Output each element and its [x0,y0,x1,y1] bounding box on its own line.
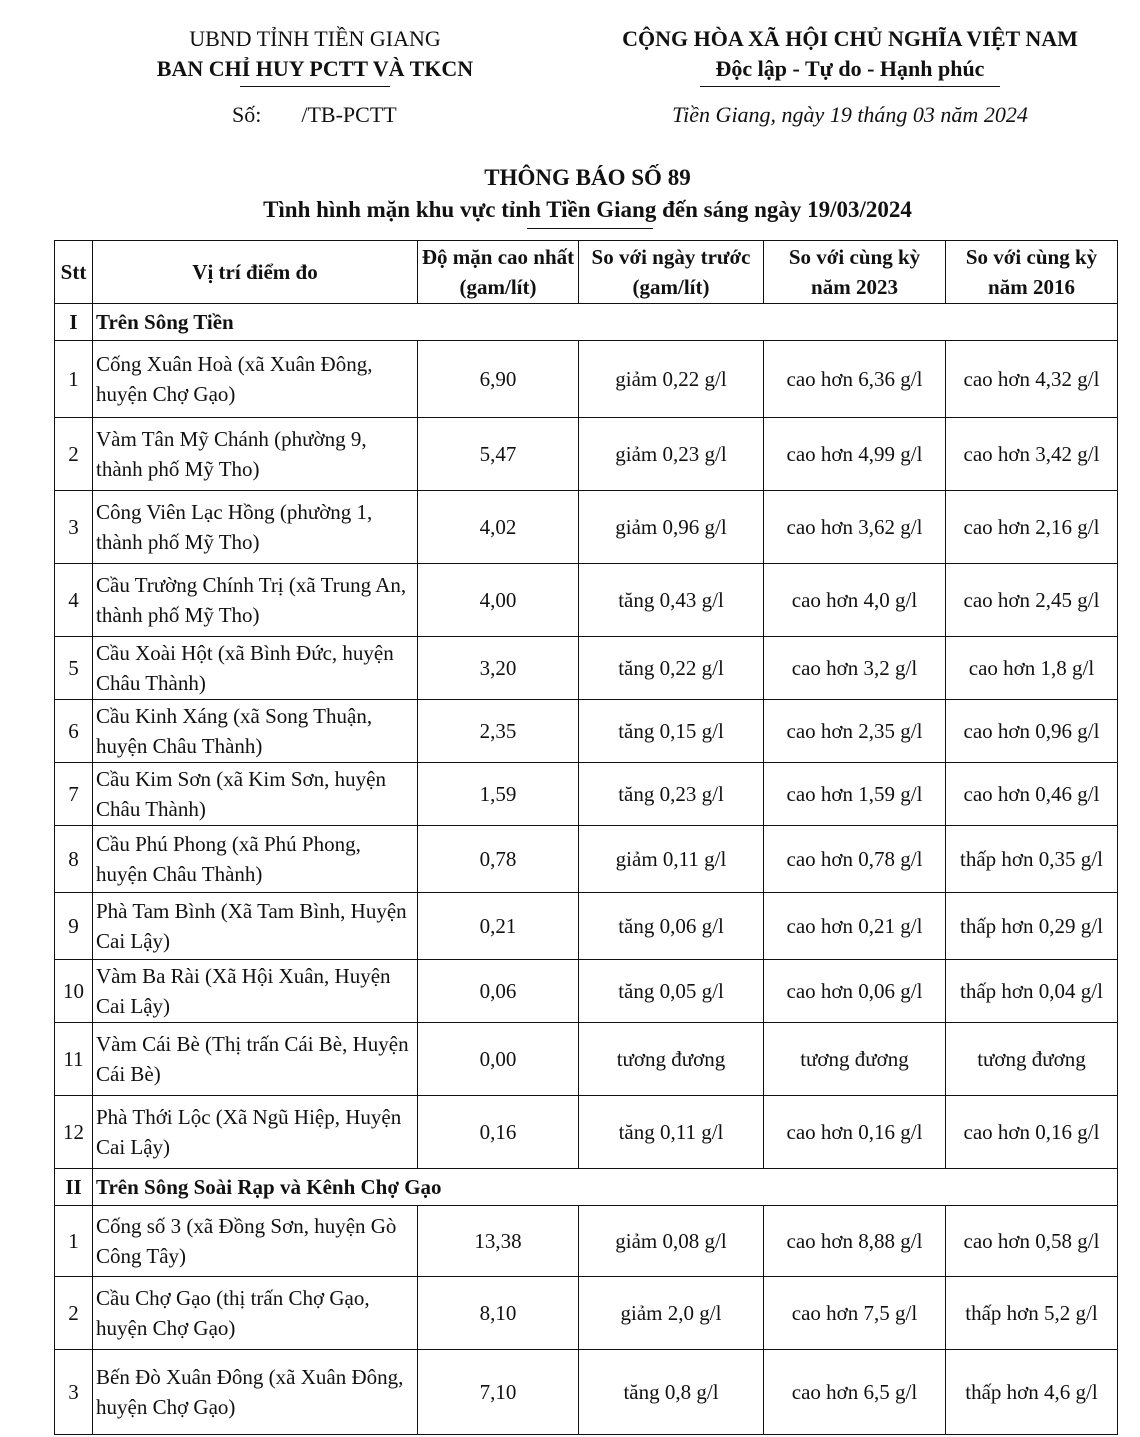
row-vs-2016: cao hơn 1,8 g/l [946,637,1118,700]
row-vs-2016: cao hơn 0,96 g/l [946,700,1118,763]
row-location: Phà Tam Bình (Xã Tam Bình, Huyện Cai Lậy) [93,893,418,960]
row-location: Cầu Kinh Xáng (xã Song Thuận, huyện Châu Thành) [93,700,418,763]
row-vs-2016: cao hơn 2,16 g/l [946,491,1118,564]
row-vs-prev-day: tương đương [579,1023,764,1096]
number-label: Số: [232,102,262,127]
row-vs-2023: cao hơn 0,06 g/l [764,960,946,1023]
table-row [55,1206,1118,1277]
row-vs-prev-day: tăng 0,11 g/l [579,1096,764,1169]
place-date: Tiền Giang, ngày 19 tháng 03 năm 2024 [672,102,1028,127]
title-underline [527,228,653,229]
row-location: Cống số 3 (xã Đồng Sơn, huyện Gò Công Tây) [93,1206,418,1277]
row-vs-2023: cao hơn 1,59 g/l [764,763,946,826]
row-stt: 7 [55,763,93,826]
table-row [55,564,1118,637]
national-motto [580,24,1120,87]
row-max-salinity: 1,59 [418,763,579,826]
row-vs-2023: tương đương [764,1023,946,1096]
table-header-row [55,241,1118,304]
table-row [55,700,1118,763]
section-number: I [55,304,93,341]
row-vs-2023: cao hơn 3,2 g/l [764,637,946,700]
row-vs-2016: thấp hơn 0,29 g/l [946,893,1118,960]
row-vs-prev-day: tăng 0,8 g/l [579,1350,764,1435]
row-stt: 1 [55,1206,93,1277]
row-location: Vàm Ba Rài (Xã Hội Xuân, Huyện Cai Lậy) [93,960,418,1023]
col-header-max-salinity: Độ mặn cao nhất (gam/lít) [418,241,579,304]
agency-underline [240,86,390,87]
row-location: Cầu Kim Sơn (xã Kim Sơn, huyện Châu Thành) [93,763,418,826]
agency-line2: BAN CHỈ HUY PCTT VÀ TKCN [156,56,474,81]
row-vs-2023: cao hơn 0,21 g/l [764,893,946,960]
row-stt: 2 [55,1277,93,1350]
row-vs-2016: cao hơn 0,58 g/l [946,1206,1118,1277]
row-vs-prev-day: giảm 2,0 g/l [579,1277,764,1350]
table-row [55,1350,1118,1435]
row-vs-2016: thấp hơn 0,04 g/l [946,960,1118,1023]
row-max-salinity: 5,47 [418,418,579,491]
row-vs-2023: cao hơn 6,36 g/l [764,341,946,418]
row-max-salinity: 2,35 [418,700,579,763]
table-row [55,341,1118,418]
row-location: Cầu Phú Phong (xã Phú Phong, huyện Châu Thành) [93,826,418,893]
table-row [55,418,1118,491]
row-location: Cầu Chợ Gạo (thị trấn Chợ Gạo, huyện Chợ Gạo) [93,1277,418,1350]
issuing-agency [130,24,500,87]
row-vs-prev-day: tăng 0,06 g/l [579,893,764,960]
row-stt: 4 [55,564,93,637]
row-max-salinity: 0,78 [418,826,579,893]
table-row [55,1096,1118,1169]
document-title [0,162,1140,226]
row-stt: 8 [55,826,93,893]
row-stt: 12 [55,1096,93,1169]
table-row [55,637,1118,700]
row-stt: 9 [55,893,93,960]
table-row [55,826,1118,893]
row-max-salinity: 13,38 [418,1206,579,1277]
row-stt: 1 [55,341,93,418]
row-location: Phà Thới Lộc (Xã Ngũ Hiệp, Huyện Cai Lậy) [93,1096,418,1169]
title-line2: Tình hình mặn khu vực tỉnh Tiền Giang đến sáng ngày 19/03/2024 [263,197,912,222]
row-max-salinity: 4,00 [418,564,579,637]
row-vs-2016: cao hơn 2,45 g/l [946,564,1118,637]
row-vs-2016: cao hơn 3,42 g/l [946,418,1118,491]
agency-line1: UBND TỈNH TIỀN GIANG [189,26,441,51]
table-row [55,1023,1118,1096]
row-vs-prev-day: giảm 0,23 g/l [579,418,764,491]
col-header-stt: Stt [55,241,93,304]
row-vs-prev-day: tăng 0,15 g/l [579,700,764,763]
row-max-salinity: 8,10 [418,1277,579,1350]
row-max-salinity: 3,20 [418,637,579,700]
row-stt: 11 [55,1023,93,1096]
row-vs-2016: thấp hơn 5,2 g/l [946,1277,1118,1350]
row-vs-2023: cao hơn 0,78 g/l [764,826,946,893]
section-row [55,304,1118,341]
table-row [55,763,1118,826]
row-vs-prev-day: tăng 0,22 g/l [579,637,764,700]
row-location: Cầu Xoài Hột (xã Bình Đức, huyện Châu Thành) [93,637,418,700]
col-header-vs-2016: So với cùng kỳ năm 2016 [946,241,1118,304]
row-location: Cống Xuân Hoà (xã Xuân Đông, huyện Chợ Gạo) [93,341,418,418]
row-vs-2016: tương đương [946,1023,1118,1096]
salinity-table [54,240,1118,1435]
row-location: Cầu Trường Chính Trị (xã Trung An, thành phố Mỹ Tho) [93,564,418,637]
table-row [55,1277,1118,1350]
row-stt: 3 [55,1350,93,1435]
row-vs-prev-day: giảm 0,22 g/l [579,341,764,418]
motto-underline [700,86,1000,87]
title-line1: THÔNG BÁO SỐ 89 [484,165,691,190]
row-vs-2023: cao hơn 8,88 g/l [764,1206,946,1277]
row-location: Công Viên Lạc Hồng (phường 1, thành phố Mỹ Tho) [93,491,418,564]
section-name: Trên Sông Soài Rạp và Kênh Chợ Gạo [93,1169,1118,1206]
row-vs-prev-day: giảm 0,11 g/l [579,826,764,893]
document-number [232,102,397,128]
row-vs-2016: cao hơn 0,46 g/l [946,763,1118,826]
row-location: Vàm Tân Mỹ Chánh (phường 9, thành phố Mỹ Tho) [93,418,418,491]
row-vs-prev-day: tăng 0,05 g/l [579,960,764,1023]
row-stt: 6 [55,700,93,763]
row-vs-prev-day: giảm 0,08 g/l [579,1206,764,1277]
row-max-salinity: 0,16 [418,1096,579,1169]
row-vs-2023: cao hơn 2,35 g/l [764,700,946,763]
col-header-location: Vị trí điểm đo [93,241,418,304]
col-header-vs-prev-day: So với ngày trước (gam/lít) [579,241,764,304]
table-row [55,960,1118,1023]
row-vs-2016: cao hơn 4,32 g/l [946,341,1118,418]
table-row [55,491,1118,564]
row-vs-2016: thấp hơn 4,6 g/l [946,1350,1118,1435]
row-stt: 3 [55,491,93,564]
section-name: Trên Sông Tiền [93,304,1118,341]
row-stt: 5 [55,637,93,700]
col-header-vs-2023: So với cùng kỳ năm 2023 [764,241,946,304]
row-max-salinity: 0,06 [418,960,579,1023]
row-vs-prev-day: tăng 0,43 g/l [579,564,764,637]
row-vs-prev-day: tăng 0,23 g/l [579,763,764,826]
row-vs-2023: cao hơn 7,5 g/l [764,1277,946,1350]
section-row [55,1169,1118,1206]
number-value: /TB-PCTT [301,102,397,127]
row-max-salinity: 6,90 [418,341,579,418]
row-vs-2023: cao hơn 6,5 g/l [764,1350,946,1435]
row-location: Vàm Cái Bè (Thị trấn Cái Bè, Huyện Cái Bè) [93,1023,418,1096]
row-vs-2023: cao hơn 3,62 g/l [764,491,946,564]
row-stt: 2 [55,418,93,491]
row-location: Bến Đò Xuân Đông (xã Xuân Đông, huyện Chợ Gạo) [93,1350,418,1435]
nation-line2: Độc lập - Tự do - Hạnh phúc [715,56,985,81]
row-vs-2016: thấp hơn 0,35 g/l [946,826,1118,893]
row-max-salinity: 0,00 [418,1023,579,1096]
row-vs-prev-day: giảm 0,96 g/l [579,491,764,564]
row-stt: 10 [55,960,93,1023]
row-max-salinity: 0,21 [418,893,579,960]
row-vs-2023: cao hơn 4,99 g/l [764,418,946,491]
section-number: II [55,1169,93,1206]
table-body [55,304,1118,1435]
table-row [55,893,1118,960]
row-vs-2023: cao hơn 4,0 g/l [764,564,946,637]
row-max-salinity: 7,10 [418,1350,579,1435]
row-vs-2023: cao hơn 0,16 g/l [764,1096,946,1169]
row-max-salinity: 4,02 [418,491,579,564]
row-vs-2016: cao hơn 0,16 g/l [946,1096,1118,1169]
nation-line1: CỘNG HÒA XÃ HỘI CHỦ NGHĨA VIỆT NAM [622,26,1078,51]
